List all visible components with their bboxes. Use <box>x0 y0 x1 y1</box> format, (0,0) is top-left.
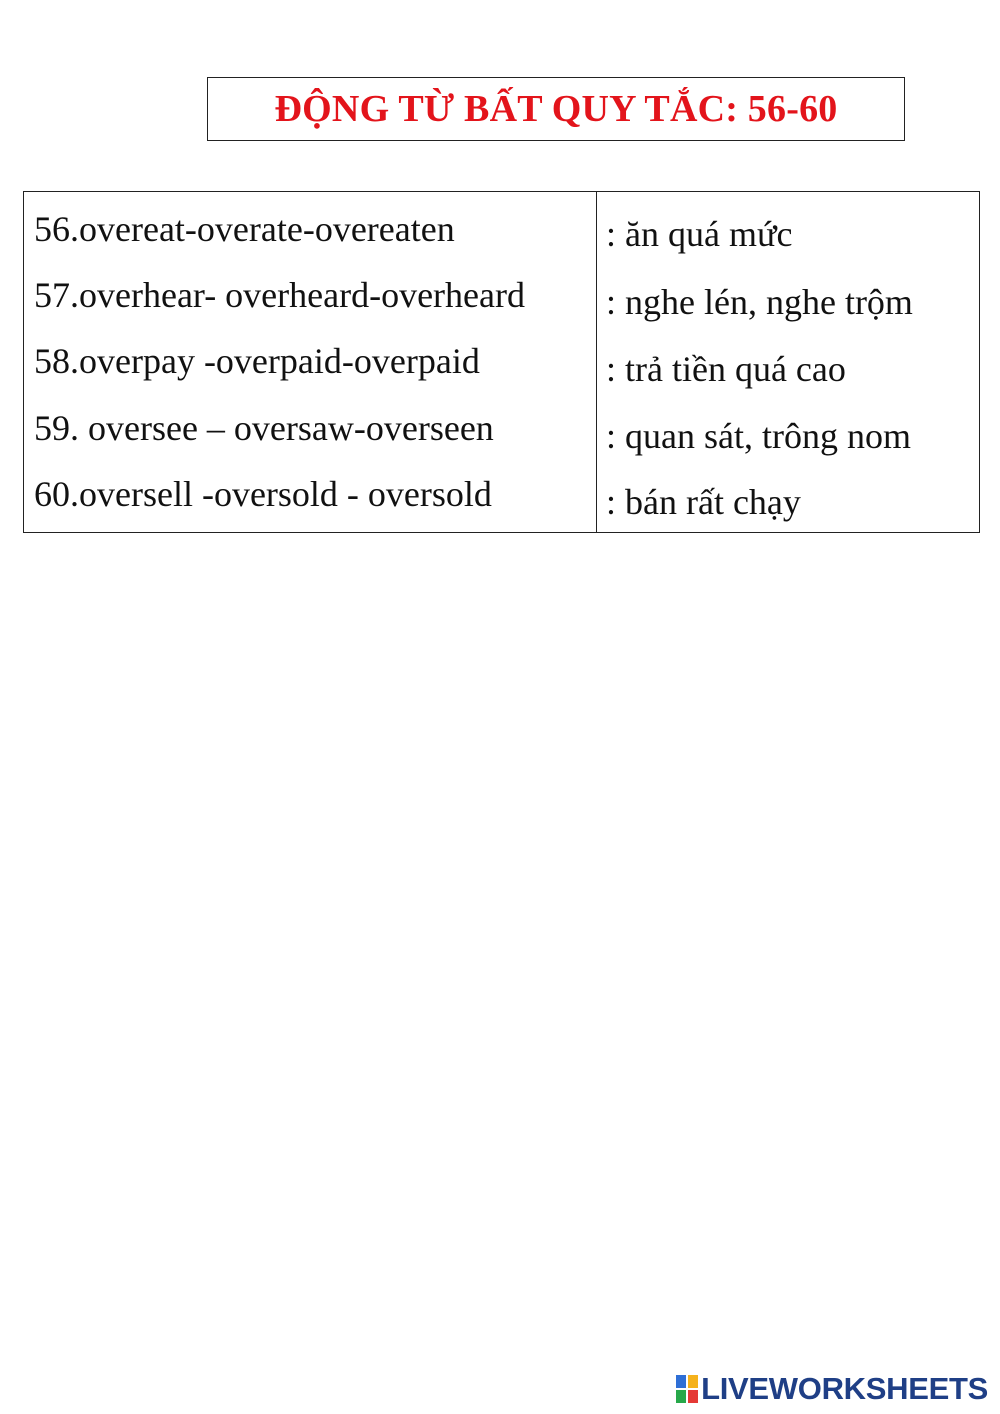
brand-name: LIVEWORKSHEETS <box>701 1371 988 1406</box>
verb-meaning-59: : quan sát, trông nom <box>606 416 911 456</box>
verb-forms-column <box>24 192 597 532</box>
verb-meaning-60: : bán rất chạy <box>606 482 801 522</box>
verb-forms-56: 56.overeat-overate-overeaten <box>34 209 455 249</box>
verb-table <box>23 191 980 533</box>
verb-forms-58: 58.overpay -overpaid-overpaid <box>34 341 480 381</box>
verb-forms-60: 60.oversell -oversold - oversold <box>34 474 492 514</box>
page-title: ĐỘNG TỪ BẤT QUY TẮC: 56-60 <box>274 88 838 130</box>
verb-forms-59: 59. oversee – oversaw-overseen <box>34 408 494 448</box>
verb-meaning-58: : trả tiền quá cao <box>606 349 846 389</box>
liveworksheets-brand <box>676 1371 988 1407</box>
verb-meaning-column <box>597 192 979 532</box>
liveworksheets-logo-icon <box>676 1375 698 1403</box>
verb-forms-57: 57.overhear- overheard-overheard <box>34 275 525 315</box>
verb-meaning-56: : ăn quá mức <box>606 214 793 254</box>
verb-meaning-57: : nghe lén, nghe trộm <box>606 282 913 322</box>
title-box <box>207 77 905 141</box>
